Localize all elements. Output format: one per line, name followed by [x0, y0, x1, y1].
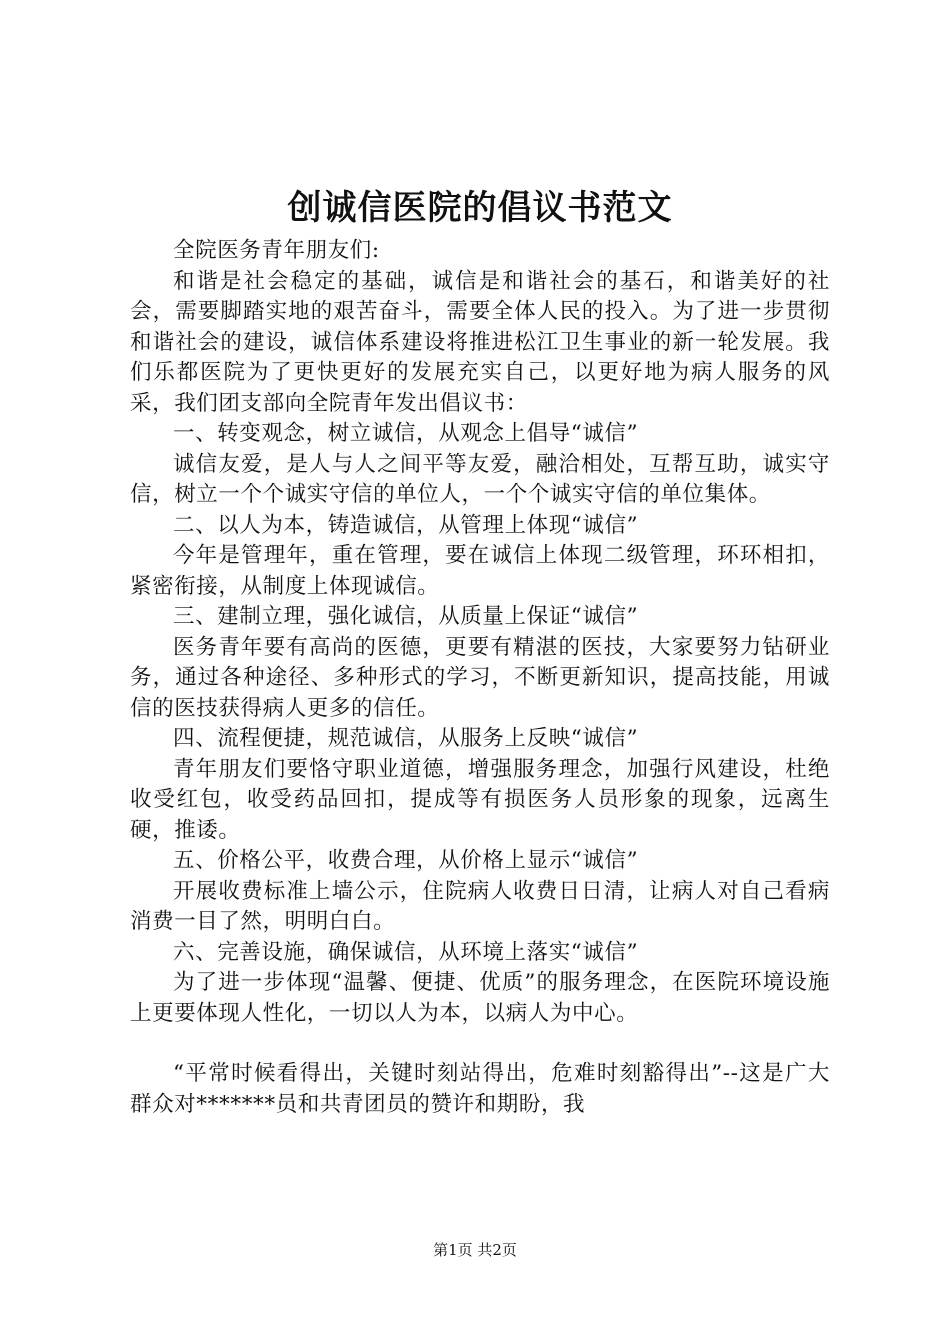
salutation: 全院医务青年朋友们:	[173, 238, 380, 263]
section-heading-2: 二、以人为本，铸造诚信，从管理上体现“诚信”	[173, 512, 639, 538]
paragraph-1: 诚信友爱，是人与人之间平等友爱，融洽相处，互帮互助，诚实守信，树立一个个诚实守信的单位人，一个个诚实守信的单位集体。	[130, 451, 830, 507]
section-heading-5: 五、价格公平，收费合理，从价格上显示“诚信”	[173, 848, 639, 873]
paragraph-4: 青年朋友们要恪守职业道德，增强服务理念，加强行风建设，杜绝收受红包，收受药品回扣，提成等有损医务人员形象的现象，远离生硬，推诿。	[130, 756, 830, 843]
document-body	[130, 236, 830, 1120]
document-title: 创诚信医院的倡议书范文	[287, 188, 673, 228]
paragraph-5: 开展收费标准上墙公示，住院病人收费日日清，让病人对自己看病消费一目了然，明明白白。	[130, 878, 830, 934]
section-heading-4: 四、流程便捷，规范诚信，从服务上反映“诚信”	[173, 726, 639, 751]
paragraph-6: 为了进一步体现“温馨、便捷、优质”的服务理念，在医院环境设施上更要体现人性化，一切以人为本，以病人为中心。	[130, 970, 830, 1026]
page-footer: 第1页 共2页	[433, 1241, 517, 1259]
section-heading-6: 六、完善设施，确保诚信，从环境上落实“诚信”	[173, 939, 639, 965]
section-heading-1: 一、转变观念，树立诚信，从观念上倡导“诚信”	[173, 421, 639, 446]
section-heading-3: 三、建制立理，强化诚信，从质量上保证“诚信”	[173, 604, 639, 629]
paragraph-3: 医务青年要有高尚的医德，更要有精湛的医技，大家要努力钻研业务，通过各种途径、多种形式的学习，不断更新知识，提高技能，用诚信的医技获得病人更多的信任。	[130, 634, 830, 721]
paragraph-closing: “平常时候看得出，关键时刻站得出，危难时刻豁得出”--这是广大群众对*******员和共青团员的赞许和期盼，我	[130, 1061, 830, 1117]
paragraph-2: 今年是管理年，重在管理，要在诚信上体现二级管理，环环相扣，紧密衔接，从制度上体现诚信。	[130, 543, 830, 599]
paragraph-intro: 和谐是社会稳定的基础，诚信是和谐社会的基石，和谐美好的社会，需要脚踏实地的艰苦奋斗，需要全体人民的投入。为了进一步贯彻和谐社会的建设，诚信体系建设将推进松江卫生事业的新一轮发展。我们乐都医院为了更快更好的发展充实自己，以更好地为病人服务的风采，我们团支部向全院青年发出倡议书：	[130, 268, 830, 416]
